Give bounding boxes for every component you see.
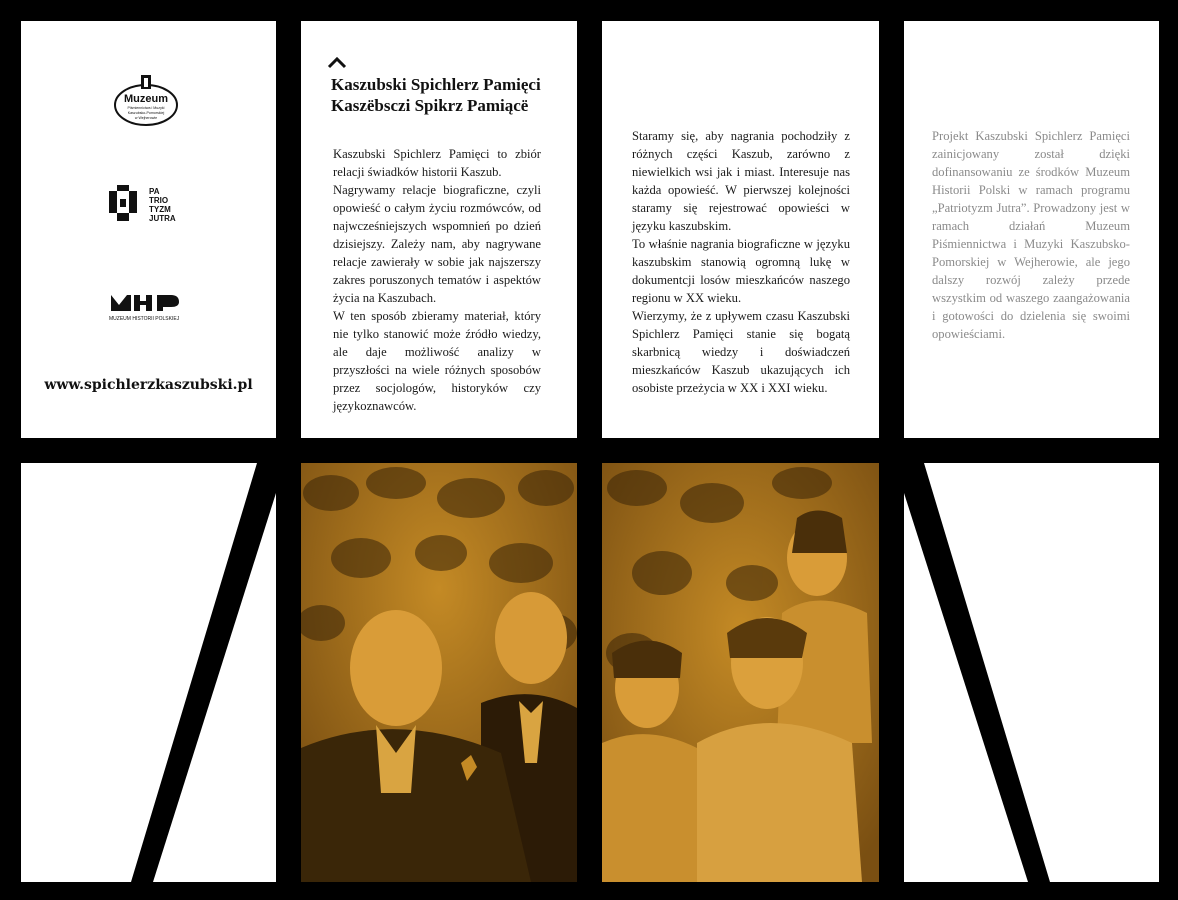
chevron-up-icon (327, 56, 347, 70)
diagonal-stripe (21, 463, 276, 882)
museum-logo (113, 73, 179, 127)
muzeum-historii-polskiej-logo (109, 291, 185, 323)
text-panel-3 (904, 21, 1159, 438)
intro-paragraph: Kaszubski Spichlerz Pamięci to zbiór relacji świadków historii Kaszub. (333, 147, 541, 179)
patriotyzm-jutra-logo (109, 185, 189, 227)
intro-paragraph: W ten sposób zbieramy materiał, który nie tylko stanowić może źródło wiedzy, ale daje możliwość analizy w przyszłości na wiele różnych sposobów przez socjologów, historyków czy językoznawców. (333, 309, 541, 413)
svg-text:MUZEUM HISTORII POLSKIEJ: MUZEUM HISTORII POLSKIEJ (109, 316, 180, 322)
photo-women-image (602, 463, 879, 882)
archival-photo-women (602, 463, 879, 882)
photo-men-image (301, 463, 577, 882)
svg-text:PA: PA (149, 187, 160, 196)
text-panel-2 (602, 21, 879, 438)
bottom-left-panel (21, 463, 276, 882)
column2-text (632, 127, 850, 397)
svg-text:TRIO: TRIO (149, 196, 169, 205)
intro-panel (301, 21, 577, 438)
website-url[interactable]: www.spichlerzkaszubski.pl (44, 377, 253, 393)
column2-paragraph: Wierzymy, że z upływem czasu Kaszubski Spichlerz Pamięci stanie się bogatą skarbnicą wiedzy i doświadczeń mieszkańców Kaszub ukazujących ich osobiste przeżycia w XX i XXI wieku. (632, 309, 850, 395)
svg-text:Muzeum: Muzeum (124, 93, 168, 105)
svg-text:JUTRA: JUTRA (149, 214, 176, 223)
column3-paragraph: Projekt Kaszubski Spichlerz Pamięci zainicjowany został dzięki dofinansowaniu ze środków Muzeum Historii Polski w ramach programu „Patriotyzm Jutra”. Prowadzony jest w ramach działań Muzeum Piśmiennictwa i Muzyki Kaszubsko-Pomorskiej w Wejherowie, ale jego dalszy rozwój zależy przede wszystkim od waszego zaangażowania i gotowości do dzielenia się swoimi opowieściami. (932, 129, 1130, 341)
svg-text:w Wejherowie: w Wejherowie (134, 116, 158, 120)
column2-paragraph: To właśnie nagrania biograficzne w języku kaszubskim stanowią ogromną lukę w dokumentcji losów mieszkańców naszego regionu w XX wieku. (632, 237, 850, 305)
title-line-2: Kaszëbsczi Spikrz Pamiącë (331, 96, 529, 115)
svg-text:Kaszubsko-Pomorskiej: Kaszubsko-Pomorskiej (127, 111, 165, 115)
archival-photo-men (301, 463, 577, 882)
column3-text (932, 127, 1130, 343)
svg-text:Piśmiennictwa i Muzyki: Piśmiennictwa i Muzyki (127, 106, 165, 110)
title-line-1: Kaszubski Spichlerz Pamięci (331, 75, 541, 94)
intro-text (333, 145, 541, 415)
intro-paragraph: Nagrywamy relacje biograficzne, czyli opowieść o całym życiu rozmówców, od najwcześniejszych wspomnień po dzień dzisiejszy. Zależy nam, aby nagrywane relacje zawierały w sobie jak najszerszy zakres poruszonych tematów i aspektów życia na Kaszubach. (333, 183, 541, 305)
bottom-right-panel (904, 463, 1159, 882)
logos-panel (21, 21, 276, 438)
page-title (331, 74, 541, 116)
column2-paragraph: Staramy się, aby nagrania pochodziły z różnych części Kaszub, zarówno z niewielkich wsi jak i miast. Interesuje nas każda opowieść. W pierwszej kolejności staramy się rejestrować opowieści w języku kaszubskim. (632, 129, 850, 233)
svg-text:TYZM: TYZM (149, 205, 171, 214)
diagonal-stripe (904, 463, 1159, 882)
